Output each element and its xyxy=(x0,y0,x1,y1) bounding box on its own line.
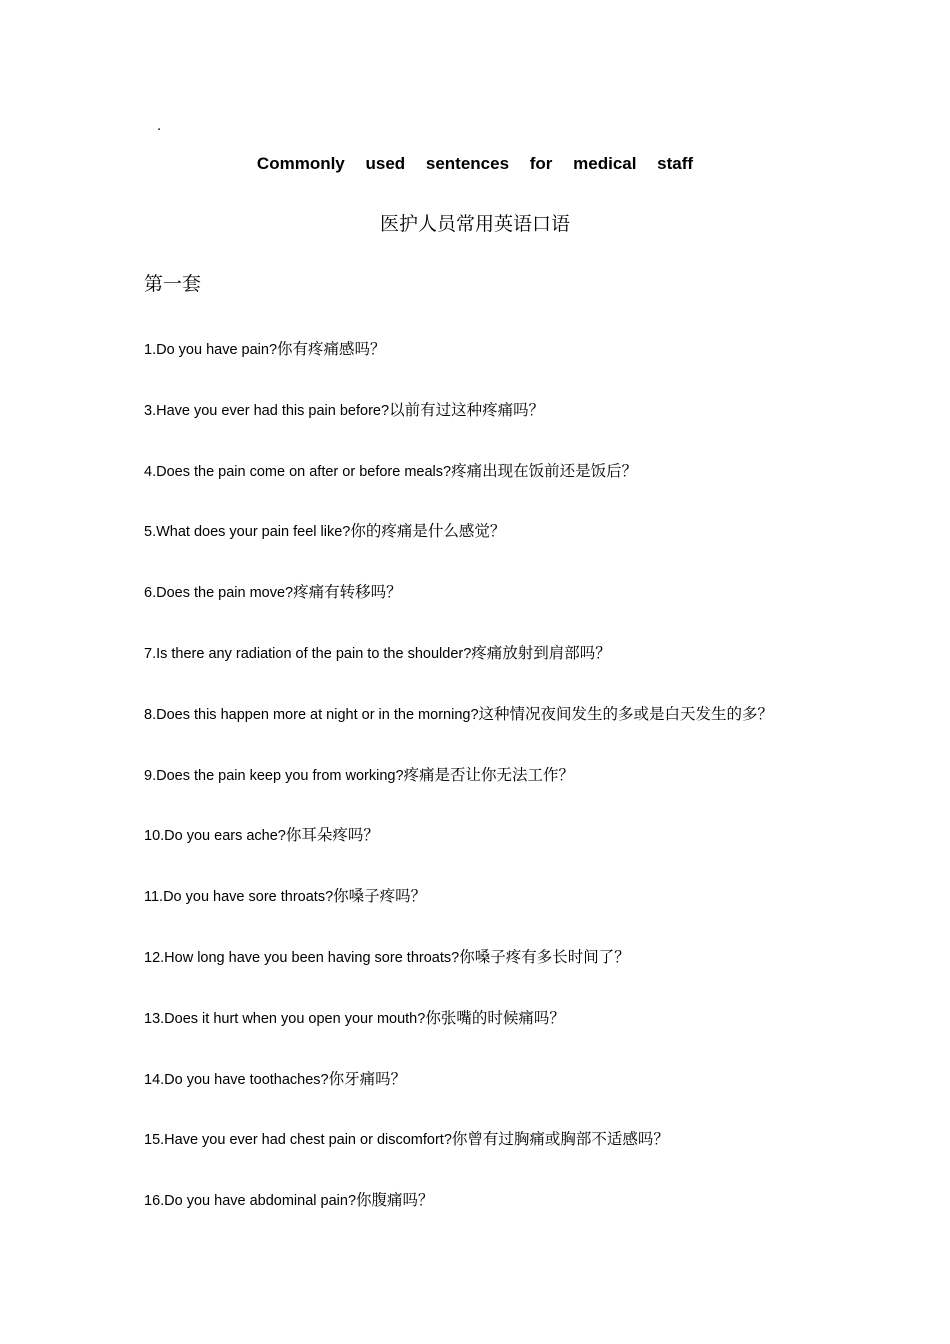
question-english: 12.How long have you been having sore throats? xyxy=(144,949,460,966)
question-english: 7.Is there any radiation of the pain to the shoulder? xyxy=(144,645,472,662)
question-english: 8.Does this happen more at night or in the morning? xyxy=(144,706,479,723)
question-item xyxy=(144,757,804,794)
question-item xyxy=(144,1061,804,1098)
question-chinese: 疼痛有转移吗？ xyxy=(293,583,402,602)
question-english: 16.Do you have abdominal pain? xyxy=(144,1193,357,1210)
question-english: 13.Does it hurt when you open your mouth? xyxy=(144,1010,426,1027)
question-english: 11.Do you have sore throats? xyxy=(144,889,334,906)
question-english: 1.Do you have pain? xyxy=(144,342,278,358)
question-list xyxy=(144,331,804,1243)
question-chinese: 你耳朵疼吗？ xyxy=(285,826,379,845)
question-chinese: 疼痛是否让你无法工作？ xyxy=(403,765,575,784)
question-chinese: 你嗓子疼吗？ xyxy=(333,887,427,906)
question-english: 6.Does the pain move? xyxy=(144,585,294,602)
question-item xyxy=(144,696,804,733)
question-chinese: 你张嘴的时候痛吗？ xyxy=(425,1008,565,1027)
question-chinese: 你的疼痛是什么感觉？ xyxy=(350,522,506,541)
question-english: 14.Do you have toothaches? xyxy=(144,1071,329,1088)
document-title-chinese: 医护人员常用英语口语 xyxy=(379,213,570,235)
question-item xyxy=(144,878,804,915)
question-chinese: 你嗓子疼有多长时间了？ xyxy=(459,947,630,966)
question-item xyxy=(144,939,804,976)
question-item xyxy=(144,1182,804,1219)
question-chinese: 你有疼痛感吗？ xyxy=(277,340,386,358)
question-item xyxy=(144,1121,804,1158)
question-english: 10.Do you ears ache? xyxy=(144,828,286,845)
question-item xyxy=(144,635,804,672)
question-english: 4.Does the pain come on after or before meals? xyxy=(144,463,452,480)
question-english: 5.What does your pain feel like? xyxy=(144,524,351,541)
question-item xyxy=(144,331,804,368)
question-chinese: 你牙痛吗？ xyxy=(328,1069,407,1088)
question-item xyxy=(144,392,804,429)
question-english: 9.Does the pain keep you from working? xyxy=(144,767,404,784)
question-chinese: 你曾有过胸痛或胸部不适感吗？ xyxy=(451,1130,669,1149)
question-item xyxy=(144,1000,804,1037)
question-chinese: 以前有过这种疼痛吗？ xyxy=(389,400,545,419)
question-chinese: 疼痛出现在饭前还是饭后？ xyxy=(451,461,638,480)
question-english: 3.Have you ever had this pain before? xyxy=(144,402,390,419)
question-item xyxy=(144,574,804,611)
question-chinese: 疼痛放射到肩部吗？ xyxy=(471,643,611,662)
question-item xyxy=(144,453,804,490)
document-title-english: Commonly used sentences for medical staff xyxy=(256,154,694,173)
question-chinese: 这种情况夜间发生的多或是白天发生的多？ xyxy=(478,704,774,723)
header-dot: . xyxy=(157,117,162,134)
set-heading: 第一套 xyxy=(144,273,202,295)
question-english: 15.Have you ever had chest pain or discomfort? xyxy=(144,1132,452,1149)
question-item xyxy=(144,817,804,854)
question-item xyxy=(144,513,804,550)
question-chinese: 你腹痛吗？ xyxy=(356,1191,434,1210)
